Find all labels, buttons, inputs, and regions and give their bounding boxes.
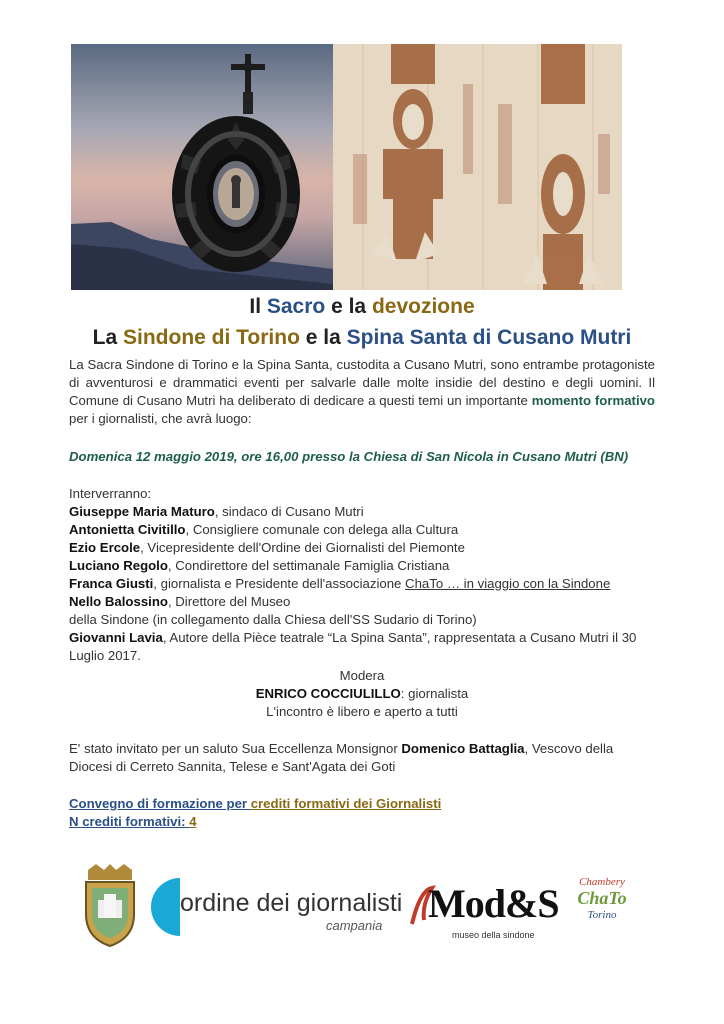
speakers-intro: Interverranno: — [69, 486, 152, 501]
chato-logo-top: Chambery — [579, 876, 625, 888]
reliquary-illustration — [71, 44, 333, 290]
page-subtitle — [0, 326, 724, 350]
chato-link[interactable]: ChaTo … in viaggio con la Sindone — [405, 576, 611, 591]
mods-logo-sub: museo della sindone — [452, 930, 535, 940]
intro-paragraph — [69, 356, 655, 428]
shroud-photo — [333, 44, 622, 290]
speaker-role: , sindaco di Cusano Mutri — [214, 504, 364, 519]
page-title — [0, 295, 724, 319]
speaker-item — [69, 503, 655, 521]
moderator-role: : giornalista — [400, 686, 469, 701]
speakers-list — [69, 485, 655, 665]
intro-end: per i giornalisti, che avrà luogo: — [69, 411, 252, 426]
odg-logo-text: ordine dei giornalisti — [180, 889, 403, 917]
credits-count[interactable]: 4 — [189, 814, 197, 829]
moderator-line — [0, 685, 724, 703]
reliquary-photo — [71, 44, 333, 290]
chato-logo-bot: Torino — [587, 909, 617, 921]
speaker-role: , giornalista e Presidente dell'associazione — [153, 576, 406, 591]
subtitle-part: La — [92, 326, 123, 349]
credits-section — [69, 795, 655, 831]
invite-paragraph — [69, 740, 655, 776]
event-date: Domenica 12 maggio 2019, ore 16,00 presso la Chiesa di San Nicola in Cusano Mutri (BN) — [69, 449, 629, 464]
odg-logo-sub: campania — [326, 918, 383, 933]
chato-logo-mid: ChaTo — [577, 888, 627, 908]
speaker-role: , Autore della Pièce teatrale “La Spina Santa”, rappresentata a Cusano Mutri il 30 Luglio 2017. — [69, 630, 637, 663]
title-part: Il — [249, 295, 267, 318]
speaker-role: della Sindone (in collegamento dalla Chiesa dell'SS Sudario di Torino) — [69, 612, 477, 627]
credits-label-gold[interactable]: crediti formativi dei Giornalisti — [250, 796, 442, 811]
intro-text: La Sacra Sindone di Torino e la Spina Santa, custodita a Cusano Mutri, sono entrambe protagoniste di avventurosi e drammatici eventi per salvarle dalle molte insidie del destino e degli uomini. Il Comune di Cusano Mutri ha deliberato di dedicare a questi temi un importante — [69, 357, 655, 408]
title-sacro: Sacro — [266, 295, 326, 318]
credits-label[interactable]: Convegno di formazione per — [69, 796, 251, 811]
mods-logo-text: Mod&S — [428, 881, 559, 926]
shroud-illustration — [333, 44, 622, 290]
speaker-name: Luciano Regolo — [69, 558, 168, 573]
speaker-item — [69, 593, 655, 611]
speaker-name: Ezio Ercole — [69, 540, 141, 555]
speaker-name: Giuseppe Maria Maturo — [69, 504, 215, 519]
speaker-item — [69, 575, 655, 593]
speaker-name: Giovanni Lavia — [69, 630, 163, 645]
moderator-name: ENRICO COCCIULILLO — [255, 686, 401, 701]
title-devozione: devozione — [371, 295, 475, 318]
hero-image — [71, 44, 622, 290]
subtitle-sindone: Sindone di Torino — [123, 326, 300, 349]
invite-name: Domenico Battaglia — [401, 741, 525, 756]
speaker-item — [69, 521, 655, 539]
title-part: e la — [325, 295, 372, 318]
speaker-role: , Condirettore del settimanale Famiglia Cristiana — [167, 558, 450, 573]
invite-text-end: , Vescovo della Diocesi di Cerreto Sannita, Telese e Sant'Agata dei Goti — [69, 741, 614, 774]
speaker-name: Franca Giusti — [69, 576, 154, 591]
subtitle-spina: Spina Santa di Cusano Mutri — [346, 326, 632, 349]
credits-line2 — [69, 813, 655, 831]
speaker-role: , Vicepresidente dell'Ordine dei Giornalisti del Piemonte — [140, 540, 465, 555]
credits-count-label[interactable]: N crediti formativi: — [69, 814, 190, 829]
sponsor-logos — [0, 862, 724, 952]
speaker-role: , Direttore del Museo — [167, 594, 291, 609]
speaker-name: Antonietta Civitillo — [69, 522, 186, 537]
speaker-item-continued — [69, 611, 655, 629]
invite-text: E' stato invitato per un saluto Sua Eccellenza Monsignor — [69, 741, 402, 756]
speaker-name: Nello Balossino — [69, 594, 168, 609]
moderator-label: Modera — [339, 668, 385, 683]
speaker-item — [69, 557, 655, 575]
intro-highlight: momento formativo — [531, 393, 655, 408]
free-entry-note: L'incontro è libero e aperto a tutti — [266, 704, 458, 719]
speaker-item — [69, 539, 655, 557]
speaker-item — [69, 629, 655, 665]
chato-logo — [562, 876, 642, 921]
speaker-role: , Consigliere comunale con delega alla Cultura — [185, 522, 459, 537]
coat-of-arms-icon — [80, 864, 140, 948]
credits-line1 — [69, 795, 655, 813]
subtitle-part: e la — [299, 326, 347, 349]
